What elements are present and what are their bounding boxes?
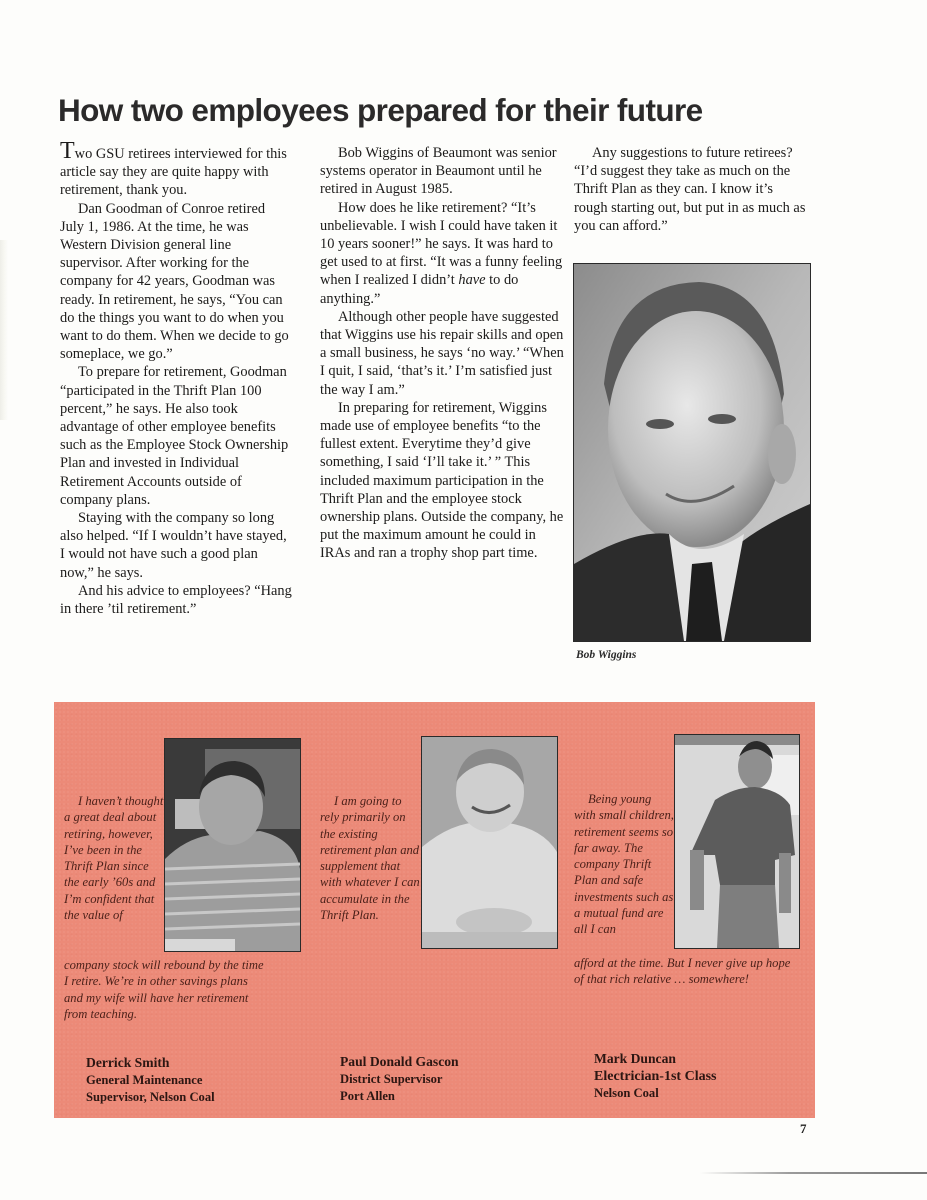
paragraph: In preparing for retirement, Wiggins made use of employee benefits “to the fullest extent. Everytime they’d give something, I said ‘I’ll take it.’ ” This included maximum participation in the Thrift Plan and the employee stock ownership plans. Outside the company, he put the maximum amount he could in IRAs and ran a trophy shop part time.: [320, 399, 564, 562]
mark-duncan-credit: [594, 1050, 716, 1102]
paragraph: To prepare for retirement, Goodman “participated in the Thrift Plan 100 percent,” he says. He also took advantage of other employee benefits such as the Employee Stock Ownership Plan and invested in Individual Retirement Accounts outside of company plans.: [60, 364, 289, 508]
person-title: Electrician-1st Class: [594, 1069, 717, 1084]
page-number: 7: [800, 1121, 807, 1136]
paragraph: Staying with the company so long also helped. “If I wouldn’t have stayed, I would not have such a good plan now,” he says.: [60, 510, 287, 581]
paragraph: How does he like retirement? “It’s unbelievable. I wish I could have taken it 10 years sooner!” he says. It was hard to get used to at first. “It was a funny feeling when I realized I didn’t have to do anything.”: [320, 199, 563, 307]
person-org: Supervisor, Nelson Coal: [86, 1090, 215, 1104]
person-org: Nelson Coal: [594, 1086, 659, 1100]
paragraph: Two GSU retirees interviewed for this article say they are quite happy with retirement, thank you.: [60, 138, 287, 199]
photo-caption: Bob Wiggins: [576, 649, 637, 661]
mark-duncan-quote-continued: afford at the time. But I never give up hope of that rich relative … somewhere!: [574, 956, 791, 987]
emphasis: have: [458, 272, 486, 289]
bob-wiggins-photo: [573, 263, 811, 642]
article-column-3: [574, 144, 810, 235]
mark-duncan-quote: Being young with small children, retirement seems so far away. The company Thrift Plan and safe investments such as a mutual fund are all I can: [574, 792, 674, 937]
paragraph: And his advice to employees? “Hang in there ’til retirement.”: [60, 582, 292, 618]
person-name: Derrick Smith: [86, 1055, 170, 1070]
derrick-smith-photo: [164, 738, 301, 952]
paragraph: Although other people have suggested that Wiggins use his repair skills and open a small business, he says ‘no way.’ “When I quit, I said, ‘that’s it.’ I’m satisfied just the way I am.”: [320, 308, 564, 398]
paragraph: Bob Wiggins of Beaumont was senior systems operator in Beaumont until he retired in August 1985.: [320, 145, 557, 198]
person-org: Port Allen: [340, 1089, 395, 1103]
page-bottom-rule: [700, 1172, 927, 1174]
drop-cap: T: [60, 138, 75, 164]
derrick-smith-quote-continued: company stock will rebound by the time I retire. We’re in other savings plans and my wife will have her retirement from teaching.: [64, 958, 264, 1021]
derrick-smith-quote: I haven’t thought a great deal about retiring, however, I’ve been in the Thrift Plan since the early ’60s and I’m confident that the value of: [64, 794, 164, 923]
paul-gascon-credit: [340, 1053, 459, 1105]
person-name: Paul Donald Gascon: [340, 1054, 459, 1069]
person-title: District Supervisor: [340, 1072, 443, 1086]
derrick-smith-credit: [86, 1054, 215, 1106]
person-title: General Maintenance: [86, 1073, 203, 1087]
paragraph: Dan Goodman of Conroe retired July 1, 1986. At the time, he was Western Division general line supervisor. After working for the company for 42 years, Goodman was ready. In retirement, he says, “You can do the things you want to do when you want to do them. When we decide to go someplace, we go.”: [60, 200, 289, 363]
person-name: Mark Duncan: [594, 1051, 676, 1066]
paul-gascon-quote: I am going to rely primarily on the existing retirement plan and supplement that with whatever I can accumulate in the Thrift Plan.: [320, 794, 420, 923]
article-headline: How two employees prepared for their future: [58, 92, 703, 128]
article-column-1: [60, 138, 292, 618]
article-column-2: [320, 144, 564, 563]
paragraph: Any suggestions to future retirees? “I’d suggest they take as much on the Thrift Plan as they can. I know it’s rough starting out, but put in as much as you can afford.”: [574, 145, 806, 234]
paul-gascon-photo: [421, 736, 558, 949]
scan-edge-artifact: [0, 240, 8, 420]
mark-duncan-photo: [674, 734, 800, 949]
